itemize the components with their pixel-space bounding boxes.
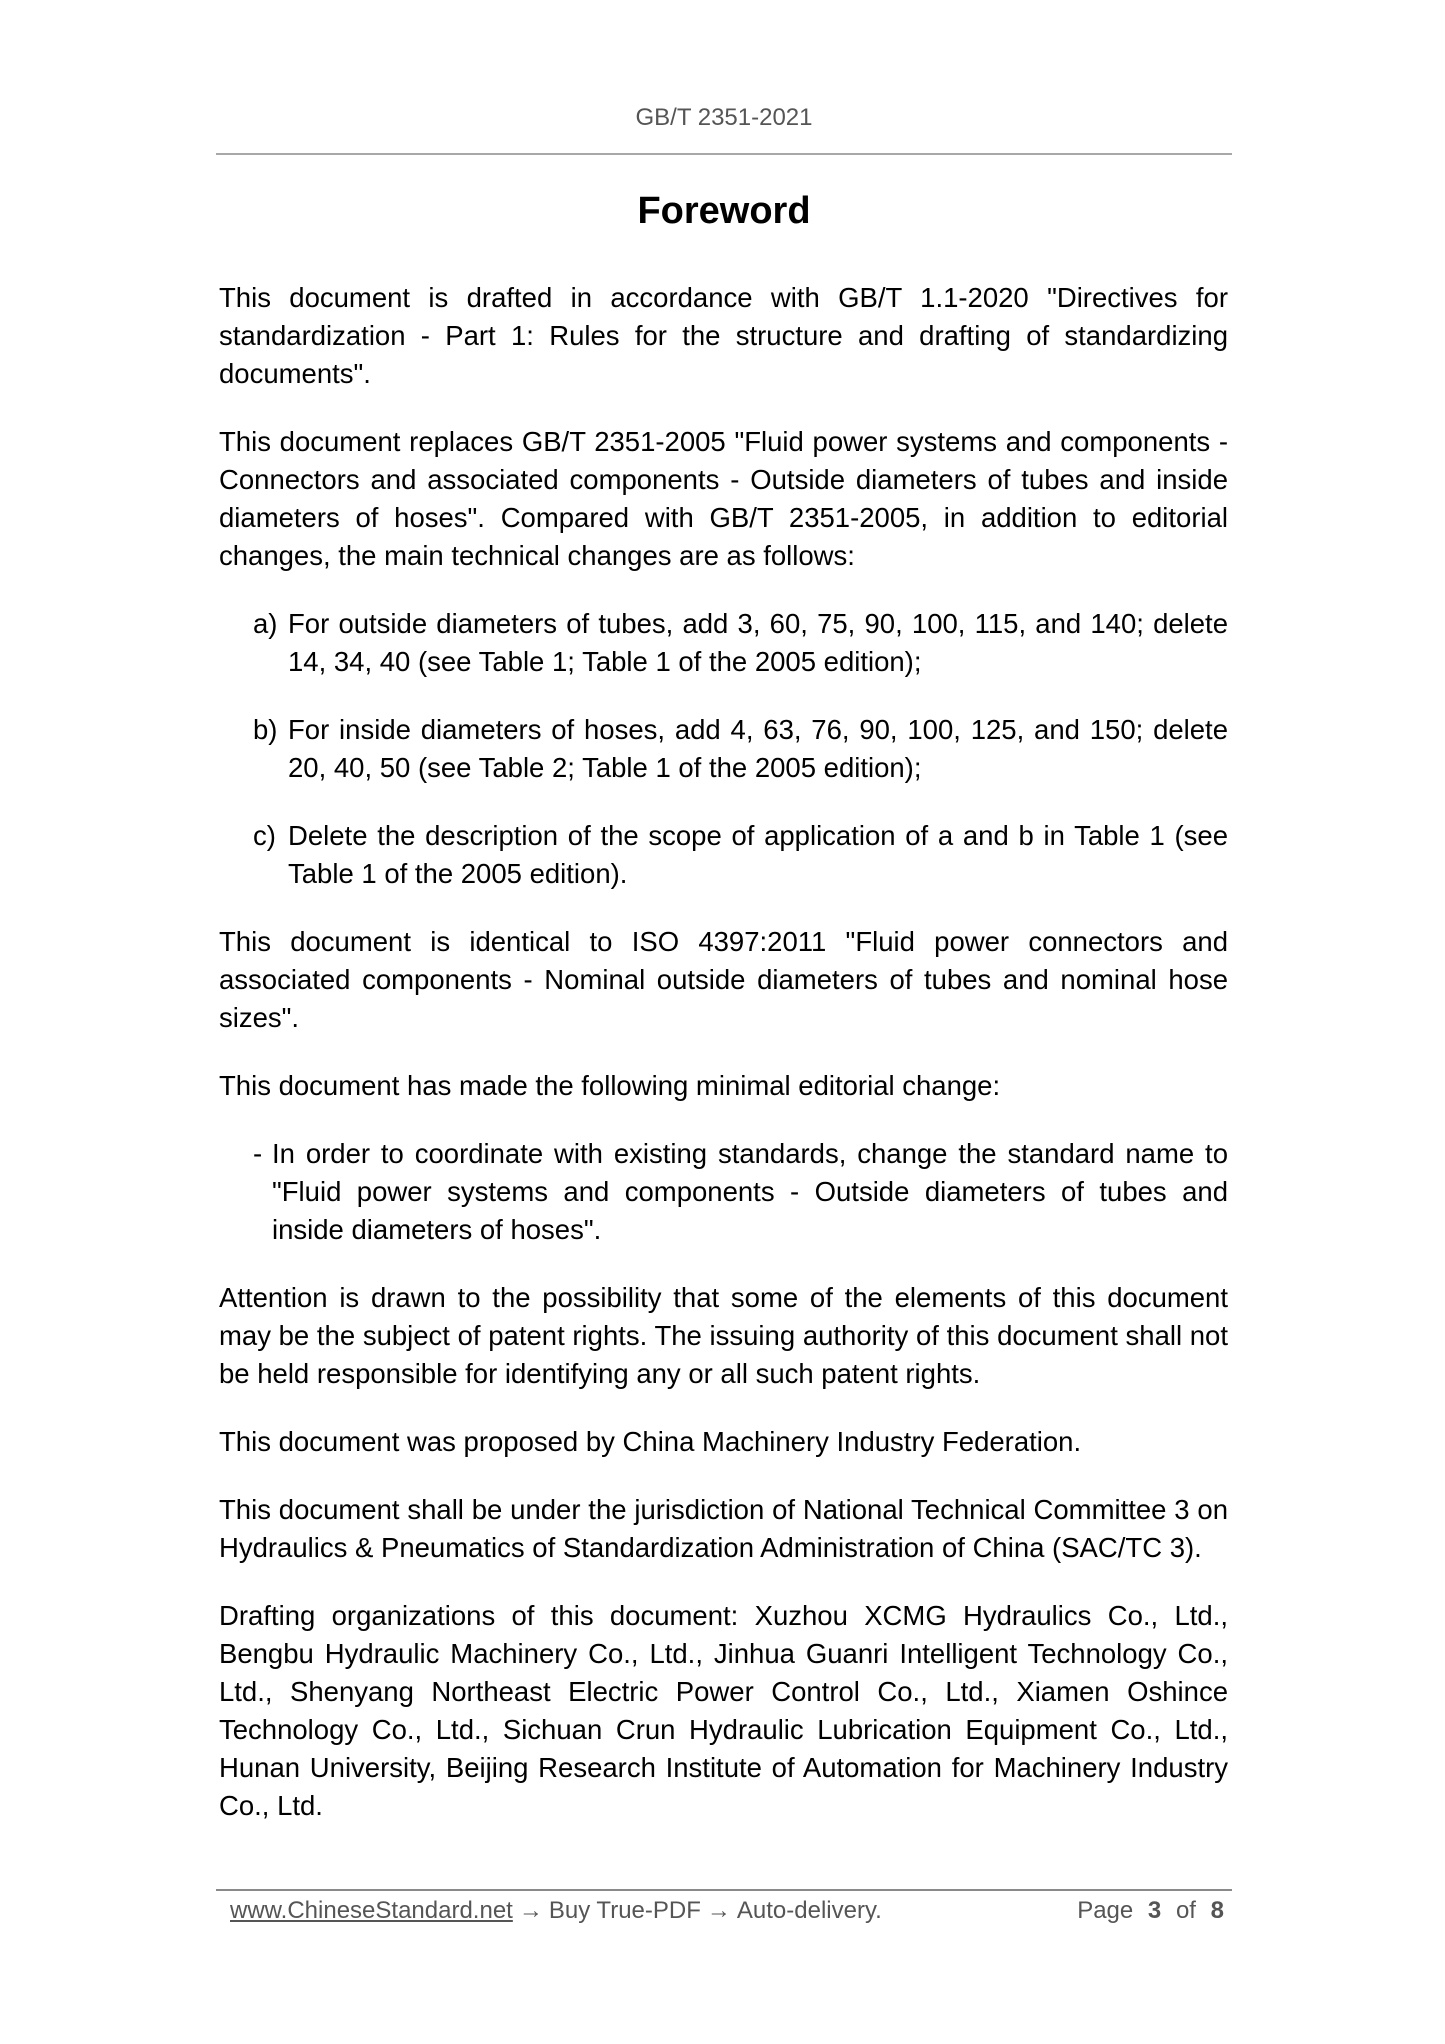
paragraph-patent-notice: Attention is drawn to the possibility that some of the elements of this document may be the subject of patent rights. The issuing authority of this document shall not be held responsible for identifying any or all such patent rights. [219, 1282, 1228, 1389]
list-marker: a) [253, 608, 278, 639]
buy-pdf-text: Buy True-PDF [548, 1897, 701, 1924]
paragraph-jurisdiction: This document shall be under the jurisdiction of National Technical Committee 3 on Hydraulics & Pneumatics of Standardization Administration of China (SAC/TC 3). [219, 1494, 1228, 1563]
list-item-text: For outside diameters of tubes, add 3, 60, 75, 90, 100, 115, and 140; delete 14, 34, 40 (see Table 1; Table 1 of the 2005 edition); [288, 608, 1228, 677]
paragraph-editorial-intro: This document has made the following minimal editorial change: [219, 1070, 1001, 1101]
paragraph-proposed-by: This document was proposed by China Machinery Industry Federation. [219, 1426, 1082, 1457]
arrow-right-icon: → [706, 1897, 731, 1924]
list-item-text: For inside diameters of hoses, add 4, 63, 76, 90, 100, 125, and 150; delete 20, 40, 50 (see Table 2; Table 1 of the 2005 edition); [288, 714, 1228, 783]
editorial-change-item [219, 1135, 1228, 1249]
paragraph-drafting-basis: This document is drafted in accordance with GB/T 1.1-2020 "Directives for standardization - Part 1: Rules for the structure and drafting of standardizing documents". [219, 282, 1228, 389]
foreword-body [219, 279, 1228, 1855]
list-item-text: Delete the description of the scope of application of a and b in Table 1 (see Table 1 of the 2005 edition). [288, 820, 1228, 889]
list-marker: c) [253, 820, 276, 851]
document-id-header: GB/T 2351-2021 [635, 104, 813, 131]
page-footer [230, 1896, 1224, 1926]
auto-delivery-text: Auto-delivery. [736, 1897, 882, 1924]
change-item-c [219, 817, 1228, 893]
paragraph-replaces: This document replaces GB/T 2351-2005 "Fluid power systems and components - Connectors and associated components - Outside diameters of tubes and inside diameters of hoses". Compared with GB/T 2351-2005, in addition to editorial changes, the main technical changes are as follows: [219, 426, 1228, 571]
page-indicator [1077, 1896, 1224, 1926]
list-item-text: In order to coordinate with existing standards, change the standard name to "Fluid power systems and components - Outside diameters of tubes and inside diameters of hoses". [272, 1138, 1228, 1245]
dash-marker: - [253, 1138, 263, 1169]
footer-promo [230, 1896, 882, 1926]
page-of-label: of [1175, 1897, 1196, 1924]
footer-divider [216, 1889, 1232, 1891]
paragraph-identical-iso: This document is identical to ISO 4397:2011 "Fluid power connectors and associated components - Nominal outside diameters of tubes and nominal hose sizes". [219, 926, 1228, 1033]
list-marker: b) [253, 714, 278, 745]
paragraph-drafting-organizations: Drafting organizations of this document: Xuzhou XCMG Hydraulics Co., Ltd., Bengbu Hydraulic Machinery Co., Ltd., Jinhua Guanri Intelligent Technology Co., Ltd., Shenyang Northeast Electric Power Control Co., Ltd., Xiamen Oshince Technology Co., Ltd., Sichuan Crun Hydraulic Lubrication Equipment Co., Ltd., Hunan University, Beijing Research Institute of Automation for Machinery Industry Co., Ltd. [219, 1600, 1228, 1821]
header-divider [216, 153, 1232, 155]
arrow-right-icon: → [518, 1897, 543, 1924]
current-page: 3 [1147, 1897, 1162, 1924]
change-item-a [219, 605, 1228, 681]
website-link[interactable]: www.ChineseStandard.net [230, 1897, 513, 1924]
page-label: Page [1077, 1897, 1134, 1924]
total-pages: 8 [1210, 1897, 1224, 1924]
page-title: Foreword [637, 190, 811, 232]
change-item-b [219, 711, 1228, 787]
